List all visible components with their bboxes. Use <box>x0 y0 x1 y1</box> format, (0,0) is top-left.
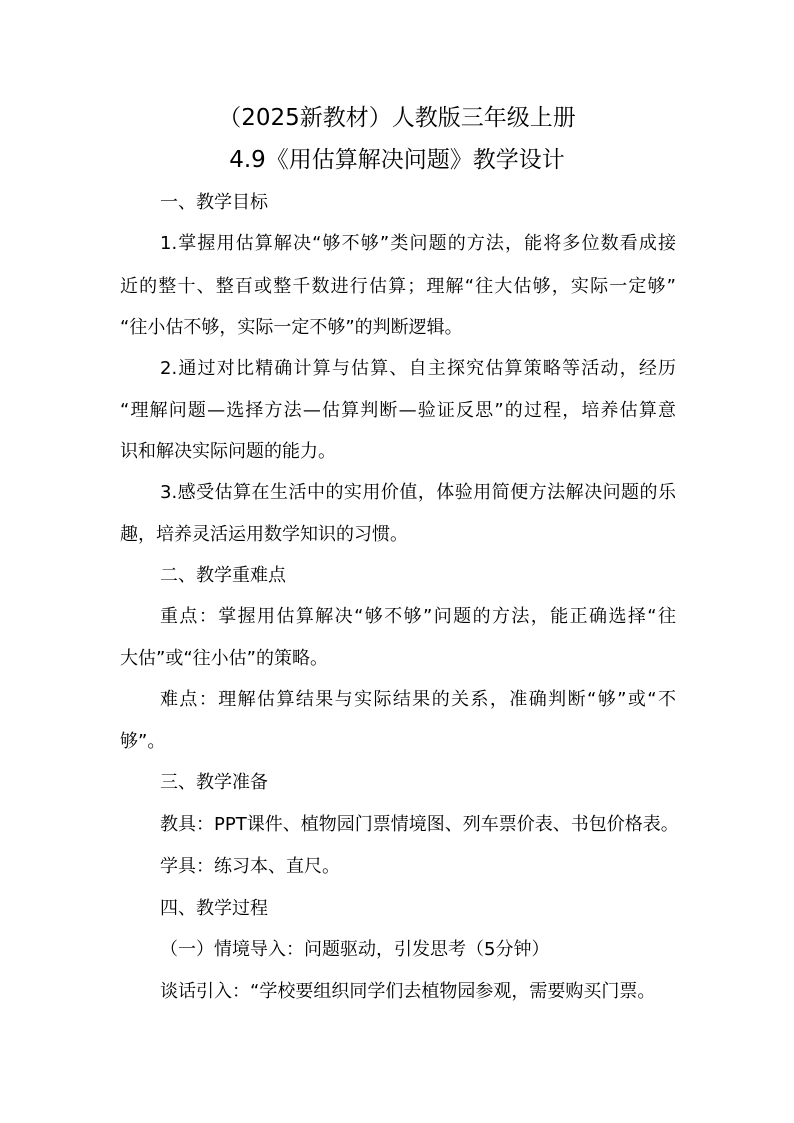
teacher-tools-line: 教具：PPT课件、植物园门票情境图、列车票价表、书包价格表。 <box>160 814 679 835</box>
key-point-line-2: 大估”或“往小估”的策略。 <box>120 648 328 669</box>
section-heading-teaching-goals: 一、教学目标 <box>160 192 268 213</box>
section-heading-preparation: 三、教学准备 <box>160 772 268 793</box>
key-point-line-1: 重点：掌握用估算解决“够不够”问题的方法，能正确选择“往 <box>160 606 676 627</box>
difficult-point-line-2: 够”。 <box>120 731 166 752</box>
goal-3-line-1: 3.感受估算在生活中的实用价值，体验用简便方法解决问题的乐 <box>160 482 676 503</box>
goal-2-line-3: 识和解决实际问题的能力。 <box>120 441 336 462</box>
document-title-line-1: （2025新教材）人教版三年级上册 <box>218 105 576 131</box>
document-title-line-2: 4.9《用估算解决问题》教学设计 <box>229 147 565 173</box>
goal-2-line-1: 2.通过对比精确计算与估算、自主探究估算策略等活动，经历 <box>160 358 676 379</box>
goal-2-line-2: “理解问题—选择方法—估算判断—验证反思”的过程，培养估算意 <box>120 400 676 421</box>
goal-1-line-2: 近的整十、整百或整千数进行估算；理解“往大估够，实际一定够” <box>120 276 676 297</box>
goal-3-line-2: 趣，培养灵活运用数学知识的习惯。 <box>120 524 408 545</box>
section-heading-process: 四、教学过程 <box>160 898 268 919</box>
intro-dialogue-line: 谈话引入：“学校要组织同学们去植物园参观，需要购买门票。 <box>160 981 656 1002</box>
difficult-point-line-1: 难点：理解估算结果与实际结果的关系，准确判断“够”或“不 <box>160 689 676 710</box>
section-heading-key-difficult-points: 二、教学重难点 <box>160 565 286 586</box>
goal-1-line-1: 1.掌握用估算解决“够不够”类问题的方法，能将多位数看成接 <box>160 233 676 254</box>
goal-1-line-3: “往小估不够，实际一定不够”的判断逻辑。 <box>120 317 463 338</box>
student-tools-line: 学具：练习本、直尺。 <box>160 856 340 877</box>
subsection-heading-intro: （一）情境导入：问题驱动，引发思考（5分钟） <box>160 939 550 960</box>
